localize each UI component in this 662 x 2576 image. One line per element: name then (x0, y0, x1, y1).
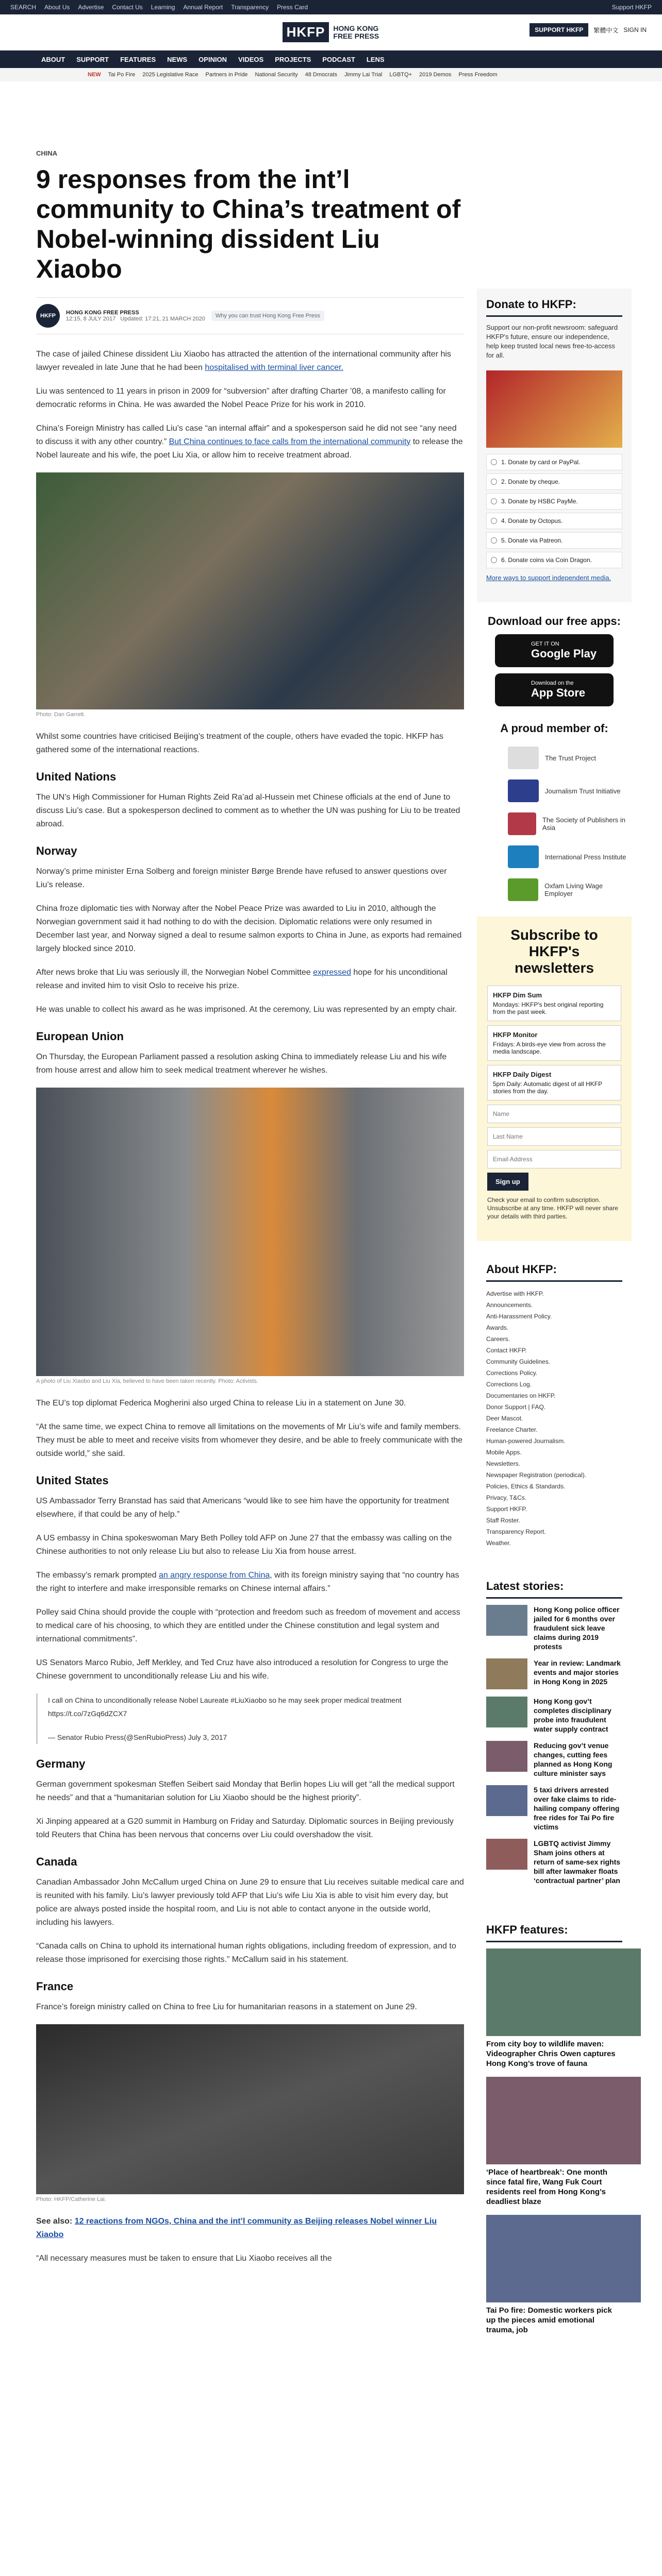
more-ways-link[interactable]: More ways to support independent media. (486, 574, 611, 582)
about-link[interactable]: Careers. (486, 1335, 510, 1343)
logo-text: HONG KONG FREE PRESS (333, 24, 379, 40)
trending-link[interactable]: Partners in Pride (205, 72, 248, 78)
photo-caption: Photo: Dan Garrett. (36, 711, 86, 718)
about-link[interactable]: Community Guidelines. (486, 1358, 551, 1365)
feature-title: From city boy to wildlife maven: Videographer Chris Owen captures Hong Kong’s trove of fauna (486, 2040, 616, 2068)
nav-podcast[interactable]: PODCAST (322, 55, 355, 63)
about-link[interactable]: Awards. (486, 1324, 509, 1331)
app-store-button[interactable]: Download on the App Store (495, 673, 614, 706)
trust-project-logo (508, 747, 539, 769)
member-item[interactable]: International Press Institute (477, 840, 632, 873)
paragraph: Polley said China should provide the couple with “protection and freedom such as freedom of movement and access to medical care of his choosing, to which they are entitled under the Chinese constitution and legal system and international commitments”. (36, 1608, 460, 1643)
couple-photo (36, 1088, 464, 1376)
paragraph: The case of jailed Chinese dissident Liu Xiaobo has attracted the attention of the international community after his lawyer revealed in late June that he had been hospitalised with terminal liver cancer. (36, 350, 451, 372)
section-heading: France (36, 1980, 74, 1993)
about-link[interactable]: Newsletters. (486, 1460, 521, 1467)
sign-in-link[interactable]: SIGN IN (623, 26, 647, 33)
support-button[interactable]: SUPPORT HKFP (529, 23, 588, 37)
top-link-contact[interactable]: Contact Us (112, 4, 143, 11)
language-link[interactable]: 繁體中文 (593, 26, 619, 34)
radio-icon (491, 479, 497, 485)
feature-title: Tai Po fire: Domestic workers pick up the pieces amid emotional trauma, job (486, 2306, 612, 2334)
top-link-press-card[interactable]: Press Card (277, 4, 308, 11)
trending-link[interactable]: LGBTQ+ (389, 72, 412, 78)
google-play-button[interactable]: GET IT ON Google Play (495, 634, 614, 667)
jti-logo (508, 779, 539, 802)
about-link[interactable]: Contact HKFP. (486, 1347, 527, 1354)
section-heading: Germany (36, 1757, 86, 1770)
feature-image (486, 2215, 641, 2302)
top-link-advertise[interactable]: Advertise (78, 4, 104, 11)
donate-option[interactable]: 6. Donate coins via Coin Dragon. (486, 552, 622, 568)
radio-icon (491, 537, 497, 544)
paragraph: Canadian Ambassador John McCallum urged China on June 29 to ensure that Liu receives suitable medical care and is reunited with his family. Liu’s lawyer previously told AFP that Liu’s wife Liu Xia is able to visit him every day, but police are always posted inside the hospital room, and Liu is not able to contact anyone in the outside world, including his lawyers. (36, 1878, 464, 1927)
newsletter-option[interactable]: HKFP Daily Digest 5pm Daily: Automatic digest of all HKFP stories from the day. (487, 1065, 621, 1100)
nav-about[interactable]: ABOUT (41, 55, 65, 63)
paragraph: Whilst some countries have criticised Beijing’s treatment of the couple, others have evaded the topic. HKFP has gathered some of the international reactions. (36, 732, 444, 754)
paragraph: “At the same time, we expect China to remove all limitations on the movements of Mr Liu’s wife and family members. They must be able to meet and receive visits from whomever they desire, and be able to freely communicate with the outside world,” she said. (36, 1422, 463, 1458)
member-item[interactable]: Oxfam Living Wage Employer (477, 873, 632, 906)
latest-list (486, 1605, 622, 1885)
feature-image (486, 2077, 641, 2164)
about-link[interactable]: Corrections Policy. (486, 1369, 538, 1377)
story-thumbnail (486, 1785, 527, 1816)
features-box (477, 1914, 632, 2352)
newsletter-title: Subscribe to HKFP's newsletters (510, 927, 598, 976)
about-link[interactable]: Human-powered Journalism. (486, 1437, 566, 1445)
byline (36, 297, 464, 334)
photo-caption: Photo: HKFP/Catherine Lai. (36, 2196, 106, 2202)
header-actions (529, 23, 647, 37)
nav-support[interactable]: SUPPORT (76, 55, 109, 63)
ipi-logo (508, 845, 539, 868)
article-category[interactable]: CHINA (36, 149, 58, 157)
paragraph: China froze diplomatic ties with Norway after the Nobel Peace Prize was awarded to Liu in 2010, although the Norwegian government said it had nothing to do with the decision. Diplomatic relations were only resumed in December last year, and Norway signed a deal to resume salmon exports to China in June, as exports had remained largely blocked since 2010. (36, 904, 462, 953)
trending-link[interactable]: Tai Po Fire (108, 72, 136, 78)
author-avatar: HKFP (36, 304, 60, 328)
feature-title: ‘Place of heartbreak’: One month since fatal fire, Wang Fuk Court residents reel from Hong Kong’s deadliest blaze (486, 2168, 608, 2206)
paragraph: China’s Foreign Ministry has called Liu’s case “an internal affair” and a spokesperson said he did not see “any need to discuss it with any other country.” But China continues to face calls from the international community to release the Nobel laureate and his wife, the poet Liu Xia, or allow him to receive treatment abroad. (36, 424, 463, 460)
story-title: LGBTQ activist Jimmy Sham joins others at return of same-sex rights bill after lawmaker floats ‘contractual partner’ plan (534, 1839, 621, 1885)
nav-opinion[interactable]: OPINION (198, 55, 227, 63)
member-item[interactable]: The Trust Project (477, 741, 632, 774)
about-link[interactable]: Transparency Report. (486, 1528, 546, 1535)
author-name[interactable]: HONG KONG FREE PRESS (66, 310, 139, 316)
top-link-learning[interactable]: Learning (151, 4, 175, 11)
paragraph: Xi Jinping appeared at a G20 summit in Hamburg on Friday and Saturday. Diplomatic sources in Beijing previously told Reuters that China has been nervous that concerns over Liu could overshadow the visit. (36, 1817, 454, 1839)
trending-link[interactable]: 2019 Demos (419, 72, 452, 78)
about-link[interactable]: Newspaper Registration (periodical). (486, 1471, 587, 1479)
donate-option[interactable]: 3. Donate by HSBC PayMe. (486, 493, 622, 510)
section-heading: Canada (36, 1855, 77, 1868)
paragraph: The embassy’s remark prompted an angry response from China, with its foreign ministry saying that “no country has the right to interfere and make irresponsible remarks on Chinese internal affairs.” (36, 1571, 459, 1593)
email-field[interactable] (487, 1150, 621, 1168)
sopa-logo (508, 812, 536, 835)
paragraph: France’s foreign ministry called on China to free Liu for humanitarian reasons in a statement on June 29. (36, 2003, 417, 2011)
newsletter-option[interactable]: HKFP Dim Sum Mondays: HKFP's best original reporting from the past week. (487, 986, 621, 1021)
about-link[interactable]: Policies, Ethics & Standards. (486, 1483, 566, 1490)
article-link[interactable]: But China continues to face calls from the international community (169, 437, 411, 446)
nav-features[interactable]: FEATURES (120, 55, 156, 63)
paragraph: A US embassy in China spokeswoman Mary Beth Polley told AFP on June 27 that the embassy was calling on the Chinese authorities to not only release Liu but also to release Liu Xia from house arrest. (36, 1534, 452, 1556)
nav-lens[interactable]: LENS (366, 55, 385, 63)
protest-photo (36, 472, 464, 709)
main-nav (0, 50, 662, 68)
features-list (486, 1948, 622, 2335)
donate-text: Support our non-profit newsroom: safeguard HKFP's future, ensure our independence, help keep trusted local news free-to-access for all. (486, 324, 618, 359)
article-link[interactable]: hospitalised with terminal liver cancer. (205, 363, 343, 372)
about-link[interactable]: Support HKFP. (486, 1505, 527, 1513)
feature-image (486, 1948, 641, 2036)
feature-story[interactable] (486, 2215, 622, 2335)
tweet-text: I call on China to unconditionally release Nobel Laureate #LiuXiaobo so he may seek proper medical treatment https://t.co/7zGq6dZCX7 (48, 1696, 402, 1718)
story-thumbnail (486, 1741, 527, 1772)
tweet-author: — Senator Rubio Press(@SenRubioPress) July 3, 2017 (48, 1733, 227, 1741)
about-link[interactable]: Advertise with HKFP. (486, 1290, 544, 1297)
photo-caption: A photo of Liu Xiaobo and Liu Xia, believed to have been taken recently. Photo: Activists. (36, 1378, 258, 1384)
oxfam-logo (508, 878, 538, 901)
about-link[interactable]: Corrections Log. (486, 1381, 532, 1388)
new-badge: NEW (88, 72, 101, 78)
radio-icon (491, 459, 497, 465)
latest-title: Latest stories: (486, 1580, 622, 1599)
about-title: About HKFP: (486, 1263, 622, 1282)
about-link[interactable]: Documentaries on HKFP. (486, 1392, 556, 1399)
about-link[interactable]: Mobile Apps. (486, 1449, 522, 1456)
logo-mark: HKFP (283, 22, 329, 42)
trust-chip[interactable]: Why you can trust Hong Kong Free Press (211, 311, 324, 321)
donate-box (477, 289, 632, 602)
embedded-tweet[interactable] (36, 1693, 464, 1744)
section-heading: United States (36, 1474, 109, 1487)
article-link[interactable]: an angry response from China (159, 1571, 270, 1580)
about-box (477, 1253, 632, 1558)
nav-videos[interactable]: VIDEOS (238, 55, 264, 63)
article-link[interactable]: expressed (313, 968, 351, 977)
latest-story[interactable] (486, 1741, 622, 1778)
story-title: Hong Kong gov’t completes disciplinary probe into fraudulent water supply contract (534, 1697, 611, 1733)
section-heading: European Union (36, 1030, 124, 1043)
apps-title: Download our free apps: (488, 615, 621, 628)
radio-icon (491, 518, 497, 524)
name-field[interactable] (487, 1105, 621, 1123)
updated-date: Updated: 17:21, 21 MARCH 2020 (120, 316, 205, 322)
donate-title: Donate to HKFP: (486, 298, 622, 317)
paragraph: The UN’s High Commissioner for Human Rights Zeid Ra’ad al-Hussein met Chinese officials at the end of June to discuss Liu’s case. But a spokesperson declined to comment as to whether the UN was pushing for Liu to be treated abroad. (36, 793, 460, 828)
latest-story[interactable] (486, 1839, 622, 1885)
site-logo[interactable] (283, 22, 380, 42)
story-title: Reducing gov’t venue changes, cutting fees planned as Hong Kong culture minister says (534, 1741, 613, 1777)
signup-button[interactable]: Sign up (487, 1173, 528, 1191)
donate-option[interactable]: 5. Donate via Patreon. (486, 532, 622, 549)
radio-icon (491, 498, 497, 504)
paragraph: On Thursday, the European Parliament passed a resolution asking China to immediately release Liu and his wife from house arrest and allow him to seek medical treatment wherever he wishes. (36, 1053, 447, 1075)
feature-story[interactable] (486, 2077, 622, 2207)
about-link[interactable]: Donor Support | FAQ. (486, 1403, 546, 1411)
top-support-link[interactable]: Support HKFP (611, 4, 652, 11)
sidebar (477, 289, 632, 2365)
newsletter-note: Check your email to confirm subscription. Unsubscribe at any time. HKFP will never share your details with third parties. (487, 1196, 618, 1220)
see-also-link[interactable]: 12 reactions from NGOs, China and the int’l community as Beijing releases Nobel winner Liu Xiaobo (36, 2217, 437, 2239)
story-thumbnail (486, 1697, 527, 1727)
article (36, 149, 464, 2276)
trending-link[interactable]: Press Freedom (458, 72, 498, 78)
paragraph: Liu was sentenced to 11 years in prison in 2009 for “subversion” after drafting Charter ’08, a manifesto calling for democratic reforms in China. He was awarded the Nobel Peace Prize for his work in 2010. (36, 387, 446, 409)
latest-story[interactable] (486, 1658, 622, 1689)
about-link[interactable]: Deer Mascot. (486, 1415, 523, 1422)
see-also: See also: 12 reactions from NGOs, China and the int’l community as Beijing releases Nobel winner Liu Xiaobo (36, 2217, 437, 2239)
section-heading: Norway (36, 844, 77, 857)
newsletter-box (477, 917, 632, 1241)
top-link-annual-report[interactable]: Annual Report (183, 4, 223, 11)
paragraph: “Canada calls on China to uphold its international human rights obligations, including freedom of expression, and to release those imprisoned for exercising those rights.” McCallum said in his statement. (36, 1942, 456, 1964)
story-thumbnail (486, 1605, 527, 1636)
search-link[interactable]: SEARCH (10, 4, 37, 11)
top-link-about[interactable]: About Us (44, 4, 70, 11)
about-link[interactable]: Announcements. (486, 1301, 533, 1309)
article-title: 9 responses from the int’l community to China’s treatment of Nobel-winning dissident Liu Xiaobo (36, 165, 461, 283)
paragraph: German government spokesman Steffen Seibert said Monday that Berlin hopes Liu will get “all the medical support he needs” and that a “humanitarian solution for Liu Xiaobo should be the highest priority”. (36, 1780, 455, 1802)
publish-date: 12:15, 8 JULY 2017 (66, 316, 116, 322)
story-title: Year in review: Landmark events and major stories in Hong Kong in 2025 (534, 1659, 621, 1686)
feature-story[interactable] (486, 1948, 622, 2069)
nav-news[interactable]: NEWS (167, 55, 188, 63)
latest-box (477, 1570, 632, 1902)
top-link-transparency[interactable]: Transparency (231, 4, 269, 11)
top-utility-bar (0, 0, 662, 14)
paragraph: After news broke that Liu was seriously ill, the Norwegian Nobel Committee expressed hope for his unconditional release and invited him to visit Oslo to receive his prize. (36, 968, 448, 990)
member-item[interactable]: The Society of Publishers in Asia (477, 807, 632, 840)
story-title: 5 taxi drivers arrested over fake claims to ride-hailing company offering free rides for Tai Po fire victims (534, 1786, 620, 1831)
trending-bar (0, 68, 662, 81)
features-title: HKFP features: (486, 1923, 622, 1942)
rally-photo (36, 2024, 464, 2194)
paragraph: “All necessary measures must be taken to ensure that Liu Xiaobo receives all the (36, 2254, 332, 2263)
trending-link[interactable]: 2025 Legislative Race (142, 72, 198, 78)
radio-icon (491, 557, 497, 563)
about-link[interactable]: Anti-Harassment Policy. (486, 1313, 552, 1320)
last-name-field[interactable] (487, 1127, 621, 1146)
latest-story[interactable] (486, 1785, 622, 1832)
paragraph: The EU’s top diplomat Federica Mogherini also urged China to release Liu in a statement on June 30. (36, 1399, 406, 1408)
story-thumbnail (486, 1839, 527, 1870)
latest-story[interactable] (486, 1697, 622, 1734)
newsletter-option[interactable]: HKFP Monitor Fridays: A birds-eye view from across the media landscape. (487, 1025, 621, 1061)
about-list (486, 1288, 622, 1549)
paragraph: US Ambassador Terry Branstad has said that Americans “would like to see him have the opportunity for treatment elsewhere, if that could be any of help.” (36, 1497, 449, 1519)
about-link[interactable]: Staff Roster. (486, 1517, 520, 1524)
member-item[interactable]: Journalism Trust Initiative (477, 774, 632, 807)
about-link[interactable]: Privacy, T&Cs. (486, 1494, 527, 1501)
trending-link[interactable]: 48 Dmocrats (305, 72, 337, 78)
trending-link[interactable]: National Security (255, 72, 298, 78)
story-thumbnail (486, 1658, 527, 1689)
paragraph: He was unable to collect his award as he was imprisoned. At the ceremony, Liu was represented by an empty chair. (36, 1005, 457, 1014)
paragraph: US Senators Marco Rubio, Jeff Merkley, and Ted Cruz have also introduced a resolution for Congress to urge the Chinese government to unconditionally release Liu and his wife. (36, 1658, 449, 1681)
nav-projects[interactable]: PROJECTS (275, 55, 311, 63)
member-title: A proud member of: (500, 722, 608, 735)
latest-story[interactable] (486, 1605, 622, 1651)
donate-option[interactable]: 1. Donate by card or PayPal. (486, 454, 622, 470)
about-link[interactable]: Freelance Charter. (486, 1426, 538, 1433)
about-link[interactable]: Weather. (486, 1539, 511, 1547)
trending-link[interactable]: Jimmy Lai Trial (344, 72, 383, 78)
donate-option[interactable]: 2. Donate by cheque. (486, 473, 622, 490)
section-heading: United Nations (36, 770, 117, 783)
donate-image (486, 370, 622, 448)
story-title: Hong Kong police officer jailed for 6 months over fraudulent sick leave claims during 2019 protests (534, 1605, 620, 1651)
paragraph: Norway’s prime minister Erna Solberg and foreign minister Børge Brende have refused to answer questions over Liu’s release. (36, 867, 447, 889)
donate-option[interactable]: 4. Donate by Octopus. (486, 513, 622, 529)
